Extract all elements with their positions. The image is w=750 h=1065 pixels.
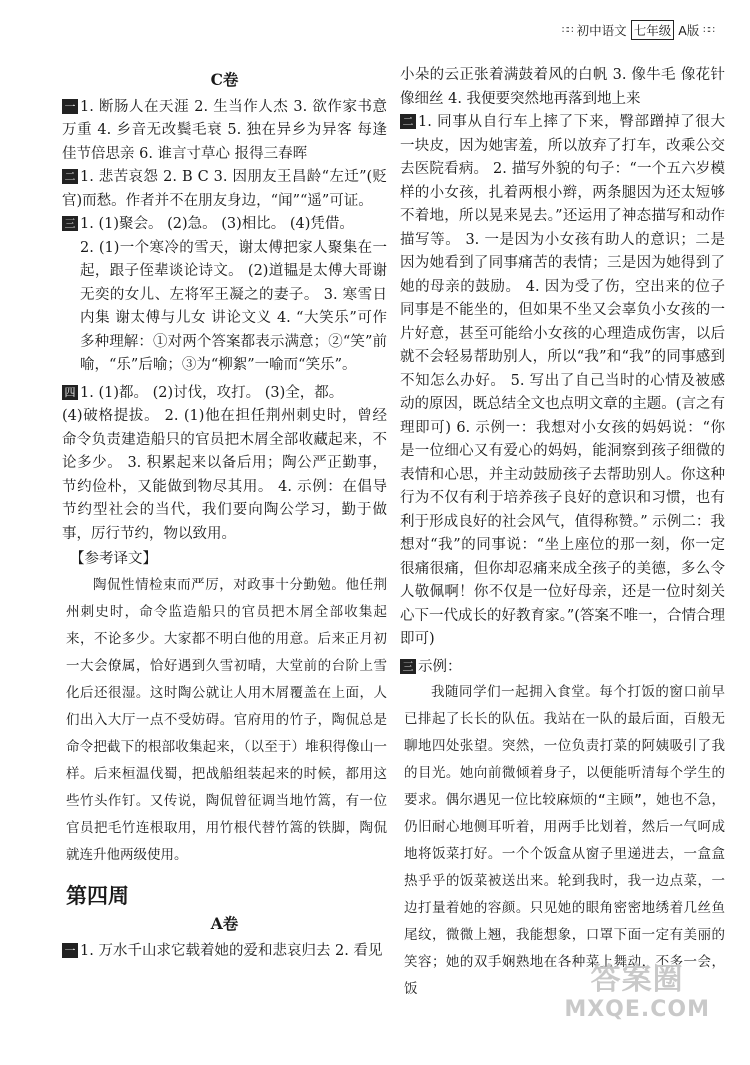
question-number-badge: 二 <box>62 169 78 184</box>
answer-text: 1. 同事从自行车上摔了下来，臀部蹭掉了很大一块皮，因为她害羞，所以放弃了打车，改乘公交去医院看病。 2. 描写外貌的句子：“一个五六岁模样的小女孩，扎着两根小辫，两条腿因为还太短够不着地，所以晃来晃去。”还运用了神态描写和动作描写等。 3. 一是因为小女孩有助人的意识；二是因为她看到了同事痛苦的表情；三是因为她得到了她的母亲的鼓励。 4. 因为受了伤，空出来的位子同事是不能坐的，但如果不坐又会辜负小女孩的一片好意，甚至可能给小女孩的心理造成伤害，以后就不会轻易帮助别人，所以“我”和“我”的同事感到不知怎么办好。 5. 写出了自己当时的心情及被感动的原因，既总结全文也点明文章的主题。(言之有理即可) 6. 示例一：我想对小女孩的妈妈说：“你是一位细心又有爱心的妈妈，能洞察到孩子细微的表情和心思，并主动鼓励孩子去帮助别人。你这种行为不仅有利于培养孩子良好的意识和习惯，也有利于形成良好的社会风气，值得称赞。” 示例二：我想对“我”的同事说：“坐上座位的那一刻，你一定很痛很痛，但你却忍痛来成全孩子的美德，多么令人敬佩啊！你不仅是一位好母亲，还是一位时刻关心下一代成长的好教育家。”(答案不唯一，合情合理即可) <box>400 114 725 647</box>
answer-text: 1. 悲苦哀怨 2. B C 3. 因朋友王昌龄“左迁”(贬官)而愁。作者并不在朋友身边，“闻”“遥”可证。 <box>62 169 387 209</box>
section-c-title: C卷 <box>210 70 239 89</box>
answer-group-a1 <box>62 940 387 964</box>
section-a-title: A卷 <box>210 914 239 933</box>
answer-text: 1. 万水千山求它载着她的爱和悲哀归去 2. 看见 <box>80 942 383 959</box>
reference-translation: 陶侃性情检束而严厉，对政事十分勤勉。他任荆州刺史时，命令监造船只的官员把木屑全部收集起来，不论多少。大家都不明白他的用意。后来正月初一大会僚属，恰好遇到久雪初晴，大堂前的台阶上雪化后还很湿。这时陶公就让人用木屑覆盖在上面，人们出入大厅一点不受妨碍。官府用的竹子，陶侃总是命令把截下的根部收集起来，（以至于）堆积得像山一样。后来桓温伐蜀，把战船组装起来的时候，都用这些竹头作钉。又传说，陶侃曾征调当地竹篙，有一位官员把毛竹连根取用，用竹根代替竹篙的铁脚，陶侃就连升他两级使用。 <box>66 576 387 863</box>
answer-text: 示例： <box>418 658 462 675</box>
question-number-badge: 一 <box>62 943 78 958</box>
question-number-badge: 四 <box>62 385 78 400</box>
question-number-badge: 二 <box>400 114 416 129</box>
answer-group-2 <box>62 166 387 213</box>
left-column <box>62 64 387 963</box>
question-number-badge: 三 <box>400 659 416 674</box>
answer-group-3 <box>62 213 387 237</box>
answer-text-continued: 小朵的云正张着满鼓着风的白帆 3. 像牛毛 像花针 像细丝 4. 我便要突然地再落到地上来 <box>400 67 725 107</box>
question-number-badge: 一 <box>62 99 78 114</box>
answer-group-right-3 <box>400 656 725 680</box>
watermark-top-text: 答案圈 <box>590 962 684 997</box>
answer-group-1 <box>62 96 387 167</box>
answer-text-continued: (4)破格提拔。 2. (1)他在担任荆州刺史时，曾经命令负责建造船只的官员把木屑全部收藏起来，不论多少。 3. 积累起来以备后用；陶公严正勤事，节约俭朴，又能做到物尽其用。 4. 示例：在倡导节约型社会的当代，我们要向陶公学习，勤于做事，厉行节约，物以致用。 <box>62 408 387 542</box>
header-subject: 初中语文 <box>576 23 627 38</box>
answer-text-continued: 2. (1)一个寒冷的雪天，谢太傅把家人聚集在一起，跟子侄辈谈论诗文。 (2)道韫是太傅大哥谢无奕的女儿、左将军王凝之的妻子。 3. 寒雪日内集 谢太傅与儿女 讲论文义 4. “大笑乐”可作多种理解：①对两个答案都表示满意；②“笑”前喻，“乐”后喻；③为“柳絮”一喻而“笑乐”。 <box>80 239 387 373</box>
answer-group-right-2 <box>400 111 725 652</box>
sample-essay: 我随同学们一起拥入食堂。每个打饭的窗口前早已排起了长长的队伍。我站在一队的最后面，百般无聊地四处张望。突然，一位负责打菜的阿姨吸引了我的目光。她向前微倾着身子，以便能听清每个学生的要求。偶尔遇见一位比较麻烦的“主顾”，她也不急，仍旧耐心地侧耳听着，用两手比划着，然后一气呵成地将饭菜打好。一个个饭盒从窗子里递进去，一盒盒热乎乎的饭菜被送出来。轮到我时，我一边点菜，一边打量着她的容颜。只见她的眼角密密地绣着几丝鱼尾纹，微微上翘，我能想象，口罩下面一定有美丽的笑容；她的双手娴熟地在各种菜上舞动，不多一会，饭 <box>404 684 725 997</box>
answer-text: 1. 断肠人在天涯 2. 生当作人杰 3. 欲作家书意万重 4. 乡音无改鬓毛衰 5. 独在异乡为异客 每逢佳节倍思亲 6. 谁言寸草心 报得三春晖 <box>62 98 387 162</box>
answer-group-4 <box>62 382 387 406</box>
question-number-badge: 三 <box>62 216 78 231</box>
header-grade: 七年级 <box>631 20 675 40</box>
header-edition: A版 <box>678 23 700 38</box>
page-header <box>562 20 714 40</box>
week-title: 第四周 <box>66 883 129 908</box>
answer-text: 1. (1)聚会。 (2)急。 (3)相比。 (4)凭借。 <box>80 216 354 232</box>
reference-translation-label: 【参考译文】 <box>70 551 157 567</box>
right-column <box>400 64 725 1003</box>
watermark-bottom-text: MXQE.COM <box>564 997 710 1022</box>
answer-text: 1. (1)都。 (2)讨伐，攻打。 (3)全，都。 <box>80 384 344 401</box>
header-dots-left: ∷∷ <box>561 24 573 36</box>
header-dots-right: ∷∷ <box>703 24 714 36</box>
watermark-logo <box>564 962 710 1025</box>
